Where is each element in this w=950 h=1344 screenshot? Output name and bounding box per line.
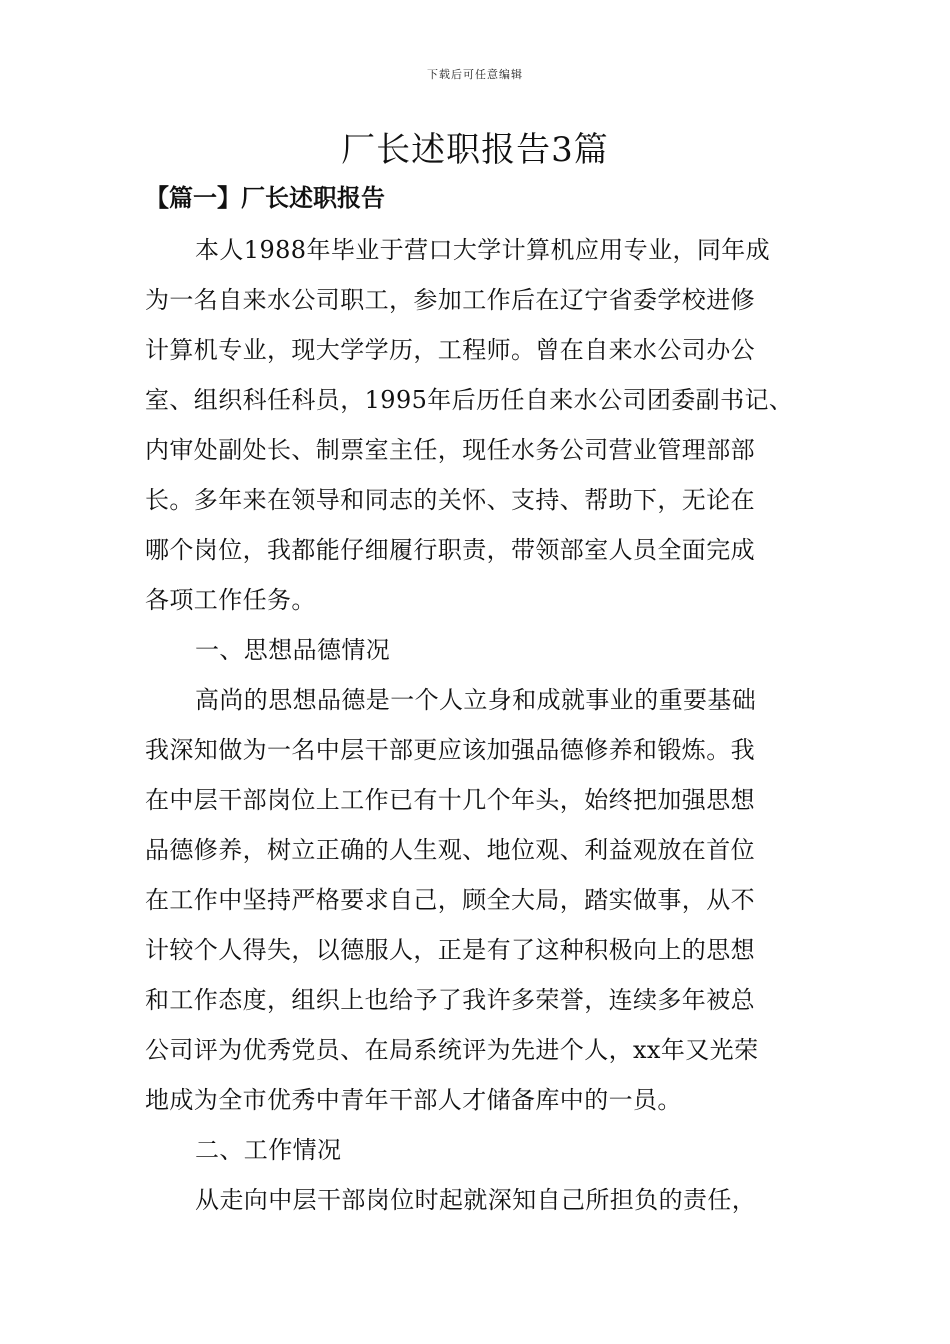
paragraph-line: 本人1988年毕业于营口大学计算机应用专业，同年成: [195, 236, 771, 264]
paragraph-line: 我深知做为一名中层干部更应该加强品德修养和锻炼。我: [145, 736, 755, 764]
paragraph-line: 室、组织科任科员，1995年后历任自来水公司团委副书记、: [145, 386, 794, 414]
document-body: [145, 230, 810, 1230]
paragraph-line: 计较个人得失，以德服人，正是有了这种积极向上的思想: [145, 936, 755, 964]
paragraph-line: 长。多年来在领导和同志的关怀、支持、帮助下，无论在: [145, 486, 755, 514]
subheading-line: 二、工作情况: [195, 1136, 342, 1164]
paragraph-line: 为一名自来水公司职工，参加工作后在辽宁省委学校进修: [145, 286, 755, 314]
paragraph-line: 和工作态度，组织上也给予了我许多荣誉，连续多年被总: [145, 986, 755, 1014]
paragraph-line: 公司评为优秀党员、在局系统评为先进个人，xx年又光荣: [145, 1036, 759, 1064]
header-note: 下载后可任意编辑: [427, 68, 523, 81]
paragraph-line: 哪个岗位，我都能仔细履行职责，带领部室人员全面完成: [145, 536, 755, 564]
paragraph-line: 各项工作任务。: [145, 586, 316, 614]
paragraph-line: 计算机专业，现大学学历，工程师。曾在自来水公司办公: [145, 336, 755, 364]
paragraph-line: 内审处副处长、制票室主任，现任水务公司营业管理部部: [145, 436, 755, 464]
subheading-line: 一、思想品德情况: [195, 636, 391, 664]
paragraph-line: 在中层干部岗位上工作已有十几个年头，始终把加强思想: [145, 786, 755, 814]
paragraph-line: 在工作中坚持严格要求自己，顾全大局，踏实做事，从不: [145, 886, 755, 914]
paragraph-line: 地成为全市优秀中青年干部人才储备库中的一员。: [145, 1086, 682, 1114]
paragraph-line: 品德修养，树立正确的人生观、地位观、利益观放在首位: [145, 836, 755, 864]
paragraph-line: 高尚的思想品德是一个人立身和成就事业的重要基础: [195, 686, 757, 714]
paragraph-line: 从走向中层干部岗位时起就深知自己所担负的责任，: [195, 1186, 757, 1214]
document-title: 厂长述职报告3篇: [341, 130, 609, 170]
section-heading: 【篇一】厂长述职报告: [145, 183, 385, 212]
